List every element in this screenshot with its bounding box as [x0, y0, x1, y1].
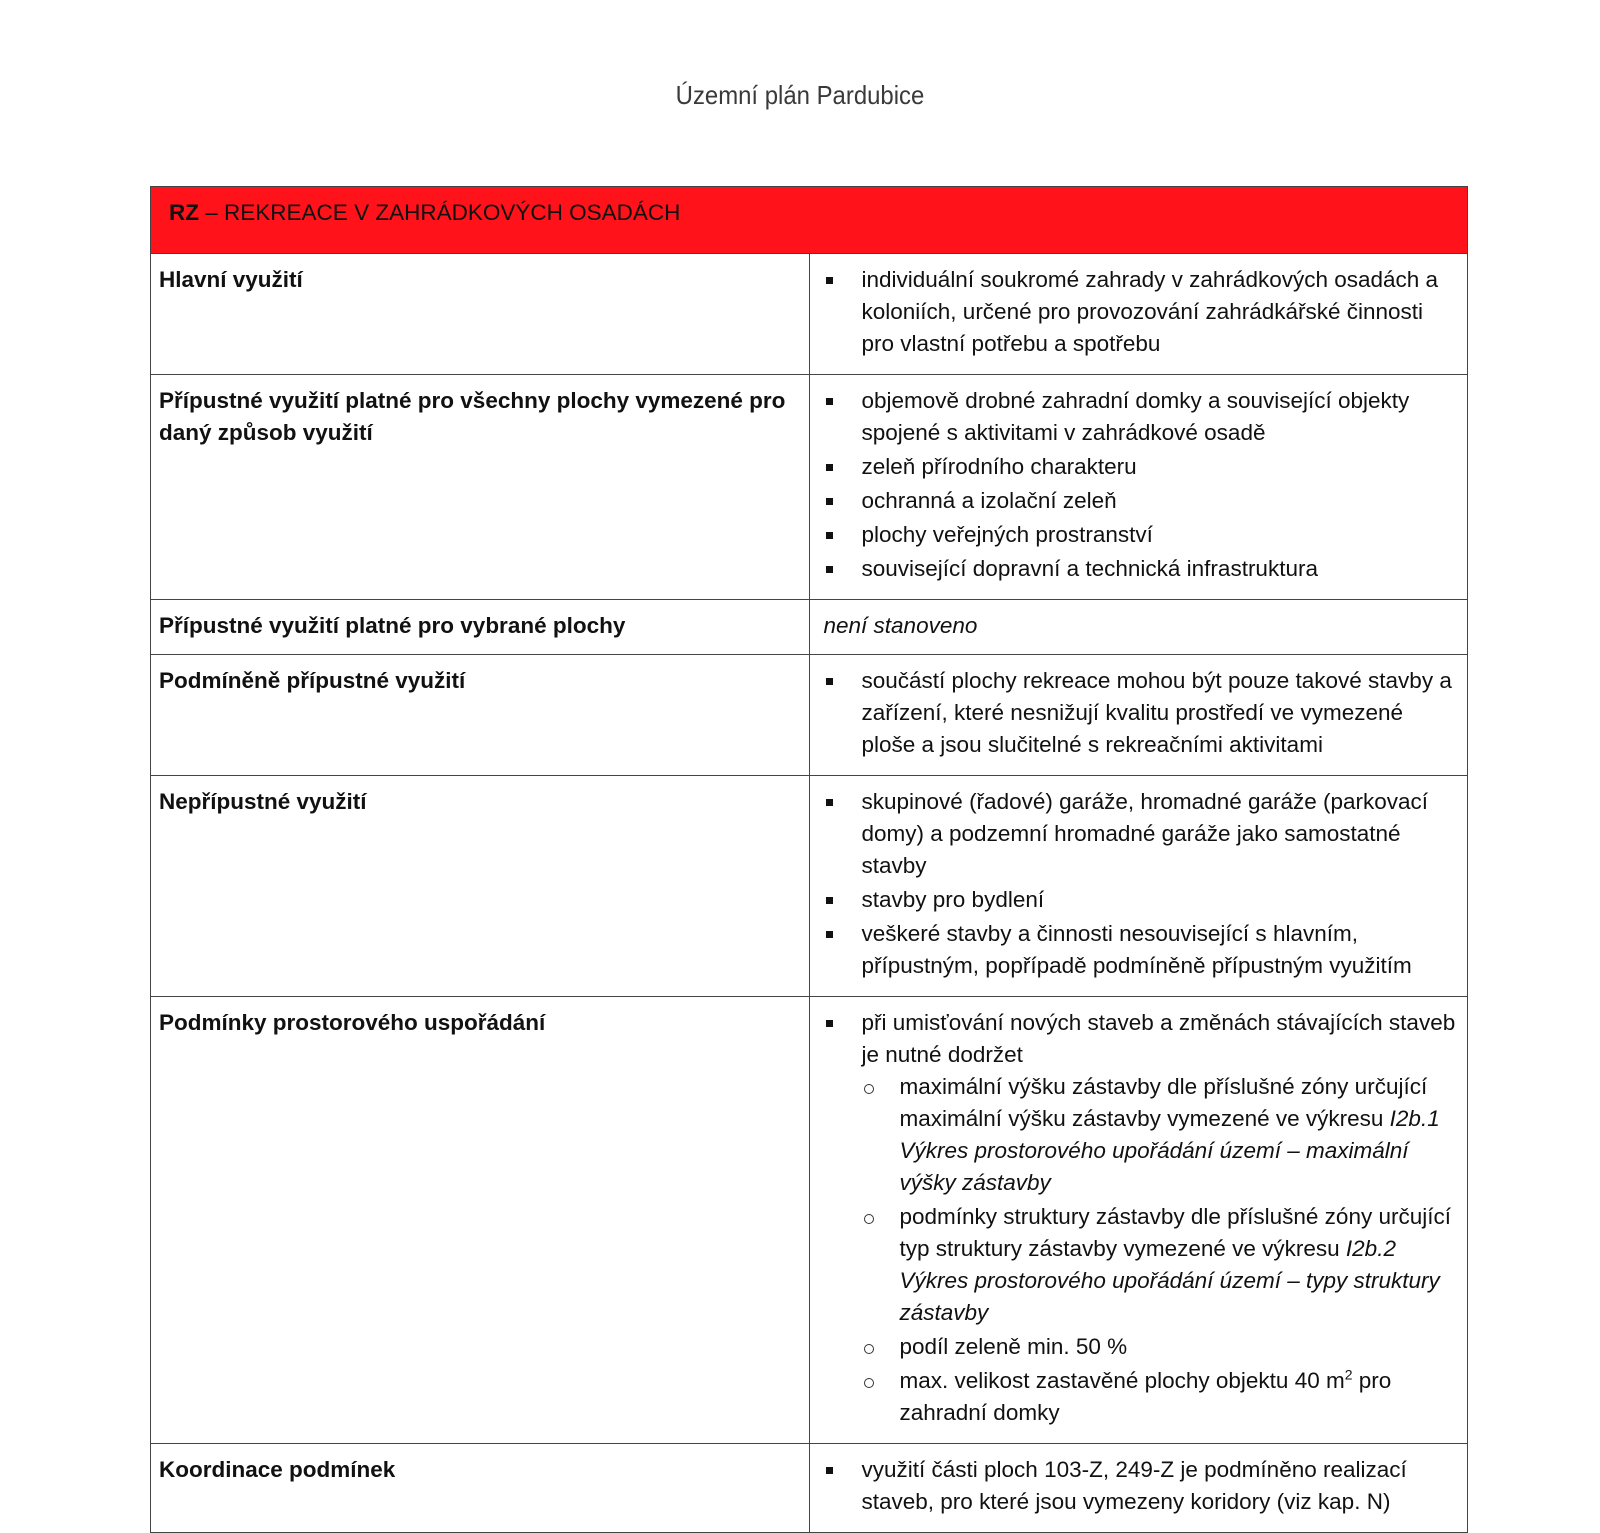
- row-label: Nepřípustné využití: [151, 776, 810, 997]
- row-label: Přípustné využití platné pro všechny plochy vymezené pro daný způsob využití: [151, 375, 810, 600]
- row-content: [809, 254, 1468, 375]
- title-text: REKREACE V ZAHRÁDKOVÝCH OSADÁCH: [224, 200, 681, 225]
- list-item: součástí plochy rekreace mohou být pouze takové stavby a zařízení, které nesnižují kvalitu prostředí ve vymezené ploše a jsou slučitelné s rekreačními aktivitami: [824, 665, 1460, 761]
- row-content: [809, 655, 1468, 776]
- row-content: [809, 1444, 1468, 1533]
- list-item: zeleň přírodního charakteru: [824, 451, 1460, 483]
- table-row: [151, 600, 1468, 655]
- table-title: [151, 187, 1468, 254]
- row-content: [809, 375, 1468, 600]
- list-item: [824, 1007, 1460, 1429]
- sub-item-text: podmínky struktury zástavby dle příslušné zóny určující typ struktury zástavby vymezené ve výkresu: [899, 1204, 1451, 1261]
- sub-item-text: max. velikost zastavěné plochy objektu 40 m: [899, 1368, 1345, 1393]
- list-item: objemově drobné zahradní domky a související objekty spojené s aktivitami v zahrádkové osadě: [824, 385, 1460, 449]
- regulation-table: [150, 186, 1468, 1533]
- table-row: [151, 655, 1468, 776]
- table-row: [151, 254, 1468, 375]
- row-content: [809, 997, 1468, 1444]
- sub-list-item: [862, 1071, 1460, 1199]
- superscript: 2: [1344, 1366, 1353, 1383]
- drawing-reference: I2b.1 Výkres prostorového upořádání území – maximální výšky zástavby: [899, 1106, 1440, 1195]
- table-row: [151, 375, 1468, 600]
- title-separator: –: [199, 200, 225, 225]
- list-item: stavby pro bydlení: [824, 884, 1460, 916]
- table-title-row: [151, 187, 1468, 254]
- row-content: [809, 776, 1468, 997]
- drawing-reference: I2b.2 Výkres prostorového upořádání území – typy struktury zástavby: [899, 1236, 1440, 1325]
- row-label: Podmíněně přípustné využití: [151, 655, 810, 776]
- table-row: [151, 1444, 1468, 1533]
- sub-item-text: maximální výšku zástavby dle příslušné zóny určující maximální výšku zástavby vymezené ve výkresu: [899, 1074, 1428, 1131]
- title-code: RZ: [169, 200, 199, 225]
- page-header-title: Územní plán Pardubice: [675, 80, 925, 110]
- list-item: související dopravní a technická infrastruktura: [824, 553, 1460, 585]
- sub-list-item: podíl zeleně min. 50 %: [862, 1331, 1460, 1363]
- sub-item-text: pro zahradní domky: [899, 1368, 1392, 1425]
- row-label: Přípustné využití platné pro vybrané plochy: [151, 600, 810, 655]
- row-label: Podmínky prostorového uspořádání: [151, 997, 810, 1444]
- not-specified-text: není stanoveno: [823, 613, 978, 638]
- list-item: využití části ploch 103-Z, 249-Z je podmíněno realizací staveb, pro které jsou vymezeny koridory (viz kap. N): [824, 1454, 1460, 1518]
- list-item-text: při umisťování nových staveb a změnách stávajících staveb je nutné dodržet: [861, 1010, 1456, 1067]
- table-row: [151, 997, 1468, 1444]
- row-label: Koordinace podmínek: [151, 1444, 810, 1533]
- row-content: [809, 600, 1468, 655]
- list-item: skupinové (řadové) garáže, hromadné garáže (parkovací domy) a podzemní hromadné garáže jako samostatné stavby: [824, 786, 1460, 882]
- table-row: [151, 776, 1468, 997]
- list-item: veškeré stavby a činnosti nesouvisející s hlavním, přípustným, popřípadě podmíněně přípustným využitím: [824, 918, 1460, 982]
- sub-list-item: [862, 1201, 1460, 1329]
- row-label: Hlavní využití: [151, 254, 810, 375]
- list-item: plochy veřejných prostranství: [824, 519, 1460, 551]
- list-item: ochranná a izolační zeleň: [824, 485, 1460, 517]
- list-item: individuální soukromé zahrady v zahrádkových osadách a koloniích, určené pro provozování zahrádkářské činnosti pro vlastní potřebu a spotřebu: [824, 264, 1460, 360]
- sub-list-item: [862, 1365, 1460, 1429]
